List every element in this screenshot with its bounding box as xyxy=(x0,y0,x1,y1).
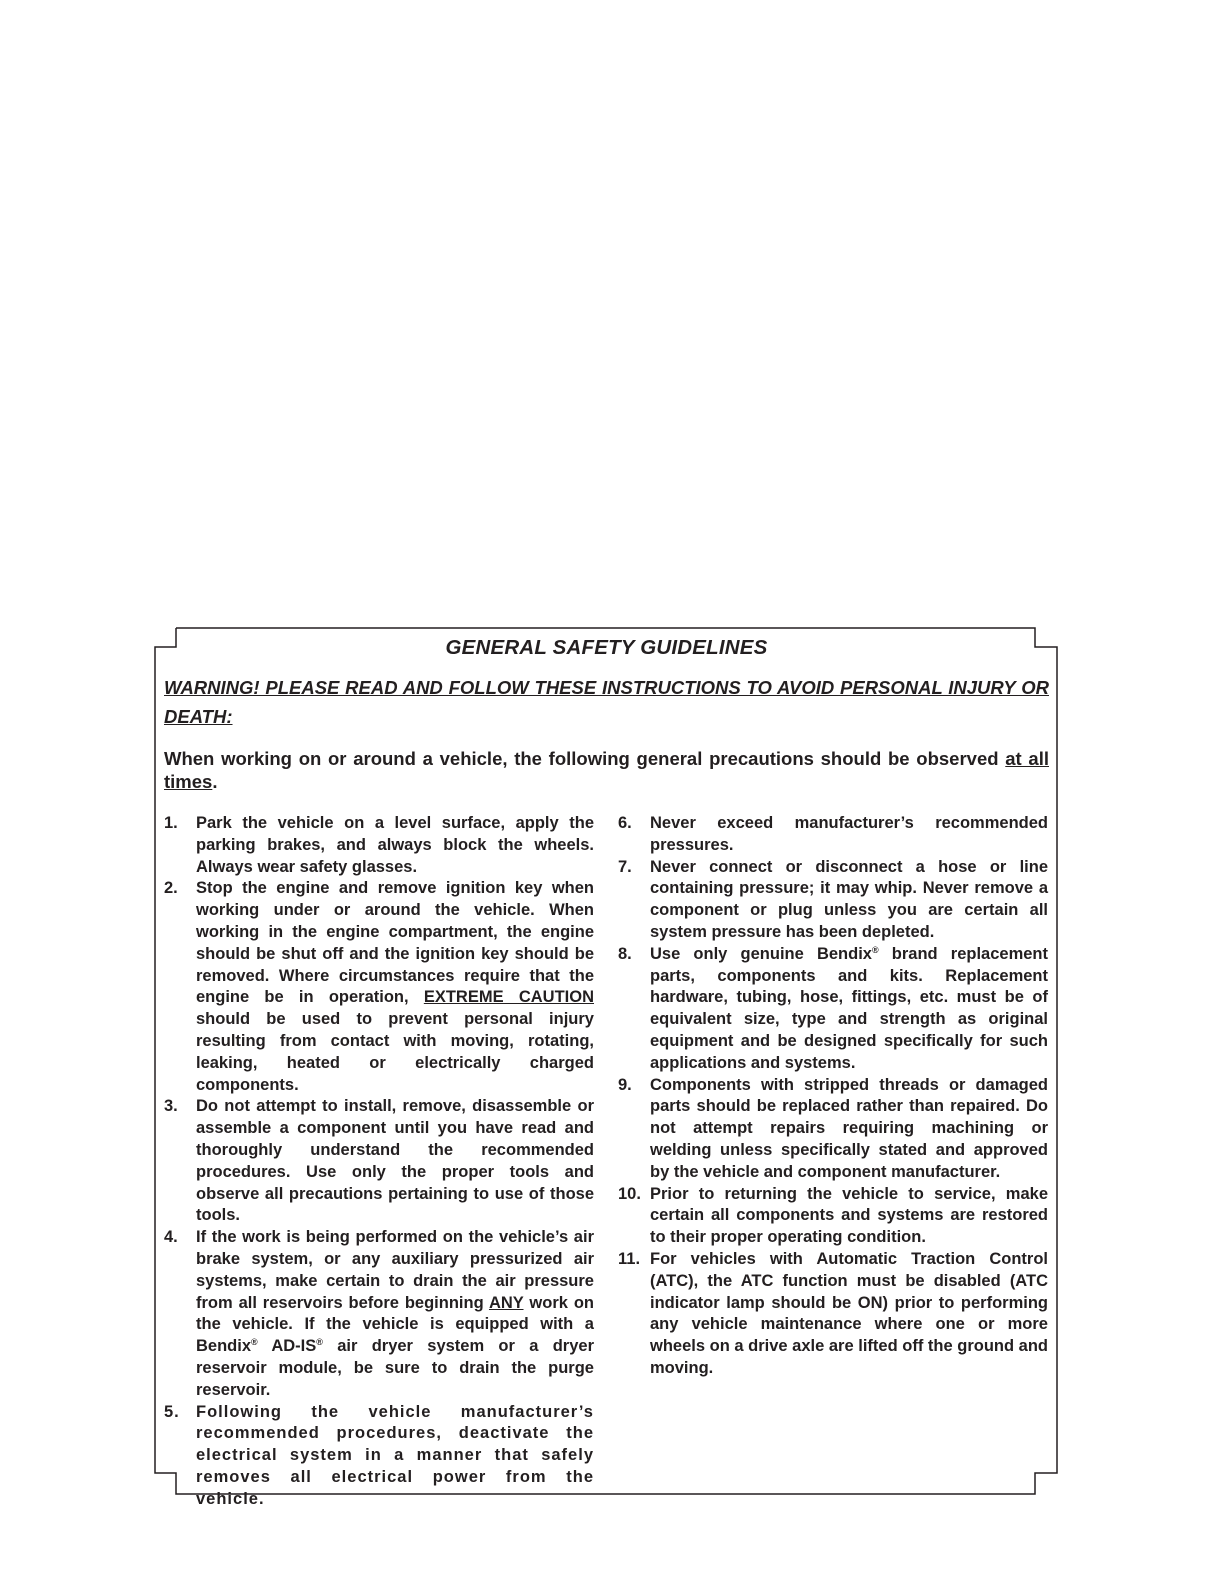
precaution-columns xyxy=(164,813,1049,1508)
registered-mark: ® xyxy=(871,944,879,955)
item-text: Stop the engine and remove ignition key when working under or around the vehicle. When working in the engine compartment, the engine should be shut off and the ignition key should be removed. Where circumstances require that the engine be in operation, xyxy=(196,879,594,1007)
item-number: 4. xyxy=(164,1228,178,1247)
left-column xyxy=(164,813,594,1511)
item-number: 9. xyxy=(618,1075,632,1094)
right-column xyxy=(618,813,1048,1380)
intro-paragraph xyxy=(164,747,1049,793)
intro-text: When working on or around a vehicle, the following general precautions should be observed xyxy=(164,748,999,769)
list-item xyxy=(164,1402,594,1511)
item-text: Prior to returning the vehicle to service, make certain all components and systems are restored to their proper operating condition. xyxy=(650,1184,1048,1247)
item-emphasis: EXTREME CAUTION xyxy=(423,988,594,1007)
item-number: 8. xyxy=(618,944,632,963)
item-number: 7. xyxy=(618,857,632,876)
list-item xyxy=(618,1184,1048,1249)
guidelines-box xyxy=(164,636,1049,1508)
item-text: If the work is being performed on the vehicle’s air brake system, or any auxiliary pressurized air systems, make certain to drain the air pressure from all reservoirs before beginning xyxy=(196,1228,594,1312)
item-number: 3. xyxy=(164,1097,178,1116)
intro-emphasis: at all times xyxy=(164,748,1049,792)
list-item xyxy=(618,813,1048,857)
list-item xyxy=(618,1075,1048,1184)
registered-mark: ® xyxy=(316,1337,323,1348)
item-number: 1. xyxy=(164,814,178,832)
item-text: AD-IS xyxy=(257,1337,317,1356)
registered-mark: ® xyxy=(251,1337,258,1348)
item-number: 5. xyxy=(164,1402,180,1421)
item-text: air dryer system or a dryer reservoir module, be sure to drain the purge reservoir. xyxy=(196,1337,594,1399)
item-text: For vehicles with Automatic Traction Control (ATC), the ATC function must be disabled (ATC indicator lamp should be ON) prior to performing any vehicle maintenance where one or more wheels on a drive axle are lifted off the ground and moving. xyxy=(650,1249,1048,1377)
item-text: Following the vehicle manufacturer’s recommended procedures, deactivate the electrical system in a manner that safely removes all electrical power from the vehicle. xyxy=(196,1402,594,1508)
item-text: Never connect or disconnect a hose or line containing pressure; it may whip. Never remove a component or plug unless you are certain all system pressure has been depleted. xyxy=(650,857,1048,941)
item-text: Never exceed manufacturer’s recommended pressures. xyxy=(650,814,1048,854)
guidelines-title: GENERAL SAFETY GUIDELINES xyxy=(445,636,768,659)
list-item xyxy=(164,1227,594,1401)
item-number: 6. xyxy=(618,814,632,832)
item-number: 11. xyxy=(618,1249,641,1268)
list-item xyxy=(618,1249,1048,1380)
list-item xyxy=(164,878,594,1096)
warning-heading: WARNING! PLEASE READ AND FOLLOW THESE INSTRUCTIONS TO AVOID PERSONAL INJURY OR DEATH: xyxy=(164,677,1049,727)
list-item xyxy=(618,944,1048,1075)
item-text: Components with stripped threads or damaged parts should be replaced rather than repaired. Do not attempt repairs requiring machining or welding unless specifically stated and approved by the vehicle and component manufacturer. xyxy=(650,1075,1048,1181)
item-text: brand replacement parts, components and kits. Replacement hardware, tubing, hose, fittings, etc. must be of equivalent size, type and strength as original equipment and be designed specifically for such applications and systems. xyxy=(650,944,1048,1072)
list-item xyxy=(164,1096,594,1227)
item-text: Park the vehicle on a level surface, apply the parking brakes, and always block the wheels. Always wear safety glasses. xyxy=(196,814,594,876)
item-number: 10. xyxy=(618,1184,641,1203)
item-text: Do not attempt to install, remove, disassemble or assemble a component until you have read and thoroughly understand the recommended procedures. Use only the proper tools and observe all precautions pertaining to use of those tools. xyxy=(196,1097,594,1225)
item-text: should be used to prevent personal injury resulting from contact with moving, rotating, leaking, heated or electrically charged components. xyxy=(196,1010,594,1094)
item-number: 2. xyxy=(164,879,178,898)
item-text: Use only genuine Bendix xyxy=(650,944,872,963)
intro-end: . xyxy=(212,771,218,792)
list-item xyxy=(164,813,594,878)
item-emphasis: ANY xyxy=(488,1293,524,1312)
item-text: work on the vehicle. If the vehicle is equipped with a Bendix xyxy=(196,1293,594,1356)
list-item xyxy=(618,857,1048,944)
